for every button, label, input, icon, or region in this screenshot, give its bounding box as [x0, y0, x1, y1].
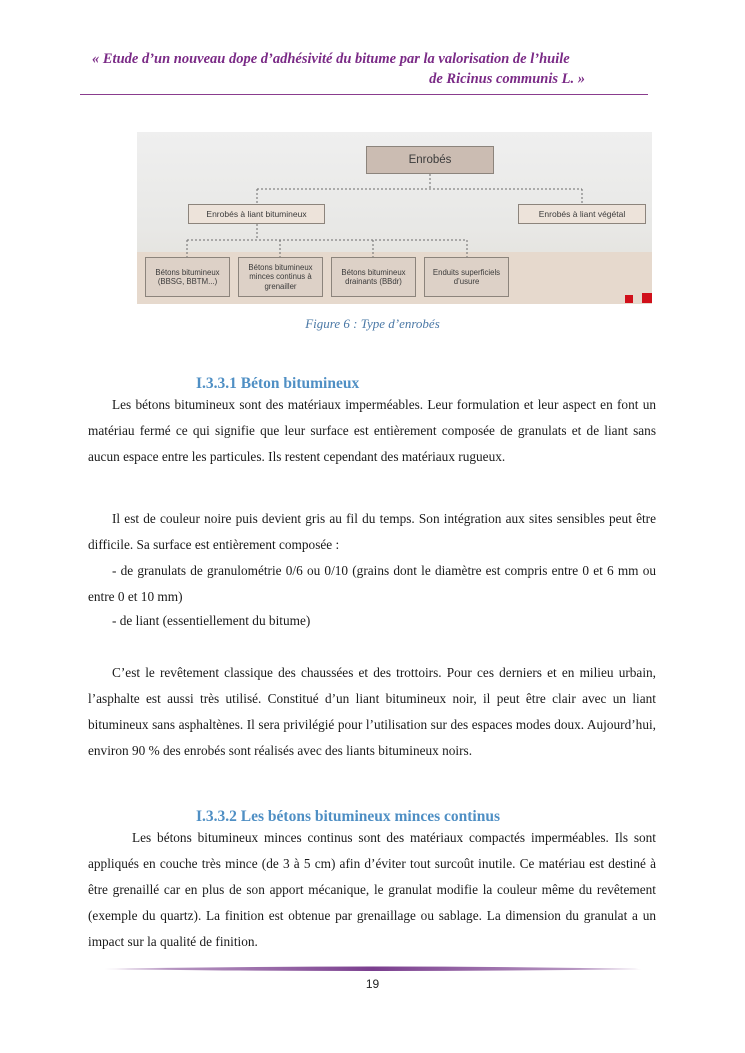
header-title-line-1: « Etude d’un nouveau dope d’adhésivité du bitume par la valorisation de l’huile	[92, 51, 570, 67]
paragraph-4: Les bétons bitumineux minces continus sont des matériaux compactés imperméables. Ils sont appliqués en couche très mince (de 3 à 5 cm) afin d’éviter tout surcoût inutile. Ce matériau est destiné à être grenaillé car en plus de son apport mécanique, le granulat modifie la couleur même du revêtement (exemple du quartz). La finition est obtenue par grenaillage ou sablage. La dimension du granulat a un impact sur la qualité de finition.	[88, 830, 656, 949]
figure-caption: Figure 6 : Type d’enrobés	[305, 316, 440, 331]
section-title-beton-bitumineux: I.3.3.1 Béton bitumineux	[196, 375, 360, 392]
list-item-granulats: - de granulats de granulométrie 0/6 ou 0/10 (grains dont le diamètre est compris entre 0 et 6 mm ou entre 0 et 10 mm)	[88, 563, 656, 604]
section-title-minces-continus: I.3.3.2 Les bétons bitumineux minces continus	[196, 808, 501, 825]
logo-square-icon	[625, 295, 633, 303]
figure-enrobes-diagram	[137, 132, 652, 304]
logo-square-icon	[642, 293, 652, 303]
running-header	[80, 50, 648, 95]
footer-decorative-rule	[104, 965, 642, 973]
diagram-leaf-enduits-superficiels: Enduits superficiels d’usure	[424, 257, 509, 297]
list-item-liant: - de liant (essentiellement du bitume)	[112, 613, 311, 628]
paragraph-3: C’est le revêtement classique des chaussées et des trottoirs. Pour ces derniers et en milieu urbain, l’asphalte est aussi très utilisé. Constitué d’un liant bitumineux noir, il peut être clair avec un liant bitumineux sans asphaltènes. Il sera privilégié pour l’utilisation sur des espaces modes doux. Aujourd’hui, environ 90 % des enrobés sont réalisés avec des liants bitumineux noirs.	[88, 665, 656, 758]
paragraph-1: Les bétons bitumineux sont des matériaux imperméables. Leur formulation et leur aspect en font un matériau fermé ce qui signifie que leur surface est entièrement composée de granulats et de liant sans aucun espace entre les particules. Ils restent cependant des matériaux rugueux.	[88, 397, 656, 464]
diagram-leaf-betons-bitumineux: Bétons bitumineux (BBSG, BBTM...)	[145, 257, 230, 297]
page-number: 19	[365, 977, 380, 991]
diagram-node-liant-vegetal: Enrobés à liant végétal	[518, 204, 646, 224]
diagram-node-liant-bitumineux: Enrobés à liant bitumineux	[188, 204, 325, 224]
diagram-leaf-minces-continus: Bétons bitumineux minces continus à grenailler	[238, 257, 323, 297]
diagram-root-node: Enrobés	[366, 146, 494, 174]
diagram-leaf-drainants: Bétons bitumineux drainants (BBdr)	[331, 257, 416, 297]
paragraph-2: Il est de couleur noire puis devient gris au fil du temps. Son intégration aux sites sensibles peut être difficile. Sa surface est entièrement composée :	[88, 511, 656, 552]
header-title-line-2: de Ricinus communis L. »	[429, 71, 585, 87]
